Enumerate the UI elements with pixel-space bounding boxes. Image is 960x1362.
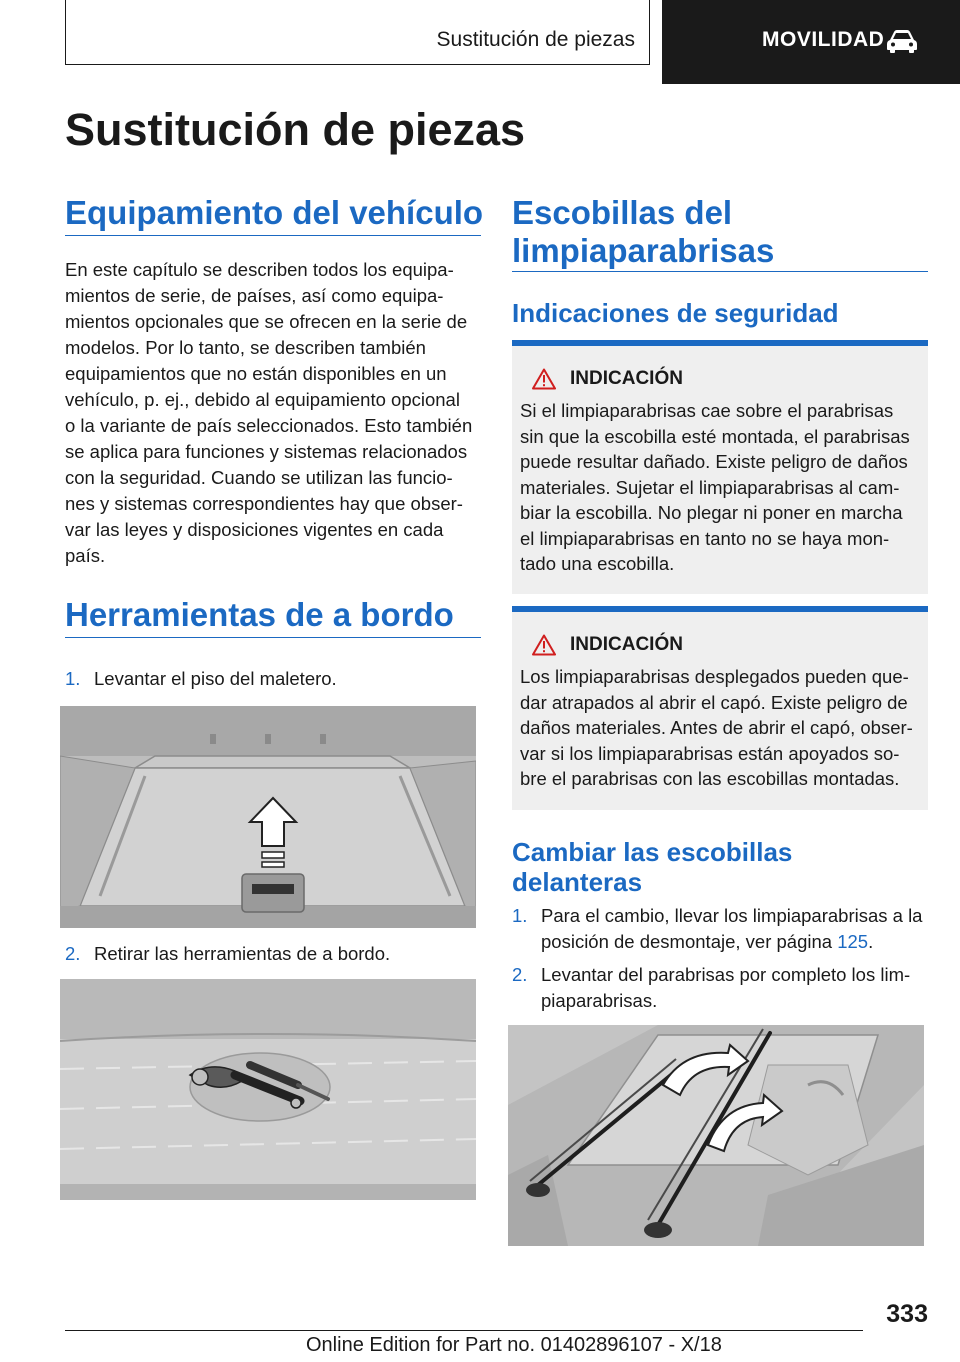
footer-rule bbox=[65, 1330, 863, 1331]
note-title: INDICACIÓN bbox=[570, 634, 683, 655]
text-line: mientos opcionales que se ofrecen en la serie de bbox=[65, 311, 468, 332]
page-title: Sustitución de piezas bbox=[65, 104, 526, 155]
header-chapter-tab[interactable] bbox=[662, 0, 960, 84]
onboard-tools-illustration bbox=[60, 979, 476, 1200]
text-line: Levantar del parabrisas por completo los lim- bbox=[541, 964, 911, 985]
text-line: Para el cambio, llevar los limpiaparabrisas a la bbox=[541, 905, 923, 926]
header-right-divider bbox=[649, 0, 650, 65]
heading-equipamiento: Equipamiento del vehículo bbox=[65, 194, 484, 231]
text-line: equipamientos que no están disponibles en un bbox=[65, 363, 447, 384]
heading-seguridad: Indicaciones de seguridad bbox=[512, 298, 839, 328]
step-text: Levantar el piso del maletero. bbox=[94, 668, 337, 689]
text-line: Los limpiaparabrisas desplegados pueden que- bbox=[520, 666, 909, 687]
note-box-1 bbox=[512, 340, 928, 594]
herramientas-step-2 bbox=[65, 941, 485, 967]
text-line: se aplica para funciones y sistemas relacionados bbox=[65, 441, 468, 462]
text-line: var si los limpiaparabrisas están apoyados so- bbox=[520, 742, 900, 764]
heading-equipamiento-rule bbox=[65, 235, 481, 236]
text-line: modelos. Por lo tanto, se describen también bbox=[65, 337, 426, 358]
text-line: dar atrapados al abrir el capó. Existe peligro de bbox=[520, 691, 908, 713]
text-segment: . bbox=[868, 931, 874, 952]
text-line: nes y sistemas correspondientes hay que obser- bbox=[65, 493, 463, 514]
heading-cambiar bbox=[512, 837, 932, 897]
text-line: país. bbox=[65, 545, 106, 566]
step-text bbox=[541, 903, 933, 955]
step-number: 2. bbox=[65, 943, 81, 964]
equipamiento-paragraph bbox=[65, 257, 485, 569]
wiper-raise-illustration bbox=[508, 1025, 924, 1246]
warning-triangle-icon bbox=[532, 368, 556, 390]
heading-escobillas bbox=[512, 194, 932, 270]
text-line: var las leyes y disposiciones vigentes en cada bbox=[65, 519, 444, 540]
car-icon bbox=[885, 28, 919, 54]
heading-herramientas-rule bbox=[65, 637, 481, 638]
step-number: 1. bbox=[512, 905, 528, 926]
heading-herramientas: Herramientas de a bordo bbox=[65, 596, 454, 633]
text-line: tado una escobilla. bbox=[520, 553, 675, 574]
note-text bbox=[520, 664, 924, 792]
heading-escobillas-line-1: Escobillas del bbox=[512, 194, 733, 231]
text-line: bre el parabrisas con las escobillas montadas. bbox=[520, 768, 900, 789]
step-number: 2. bbox=[512, 964, 528, 985]
text-line: sin que la escobilla esté montada, el parabrisas bbox=[520, 425, 910, 447]
page-number: 333 bbox=[886, 1300, 928, 1328]
text-line: el limpiaparabrisas en tanto no se haya mon- bbox=[520, 527, 890, 549]
note-title: INDICACIÓN bbox=[570, 368, 683, 389]
text-line: mientos de serie, de países, así como equipa- bbox=[65, 285, 444, 306]
warning-triangle-icon bbox=[532, 634, 556, 656]
text-line: daños materiales. Antes de abrir el capó, obser- bbox=[520, 717, 913, 738]
text-line: Si el limpiaparabrisas cae sobre el parabrisas bbox=[520, 400, 894, 421]
trunk-floor-illustration bbox=[60, 706, 476, 928]
page-reference-link[interactable]: 125 bbox=[837, 931, 869, 952]
header-left-divider bbox=[65, 0, 66, 65]
heading-cambiar-line-1: Cambiar las escobillas bbox=[512, 837, 793, 867]
text-line: En este capítulo se describen todos los equipa- bbox=[65, 259, 454, 280]
text-line: vehículo, p. ej., debido al equipamiento opcional bbox=[65, 389, 460, 410]
step-number: 1. bbox=[65, 668, 81, 689]
text-line: piaparabrisas. bbox=[541, 990, 658, 1011]
text-line: puede resultar dañado. Existe peligro de daños bbox=[520, 451, 908, 472]
text-line bbox=[541, 929, 933, 955]
text-line: con la seguridad. Cuando se utilizan las funcio- bbox=[65, 467, 453, 488]
text-line: materiales. Sujetar el limpiaparabrisas al cam- bbox=[520, 476, 900, 498]
text-segment: posición de desmontaje, ver página bbox=[541, 931, 838, 952]
header-rule bbox=[65, 64, 649, 65]
heading-escobillas-line-2: limpiaparabrisas bbox=[512, 232, 775, 269]
chapter-tab-label: MOVILIDAD bbox=[762, 28, 885, 51]
step-text: Retirar las herramientas de a bordo. bbox=[94, 943, 391, 964]
step-text bbox=[541, 962, 933, 1014]
cambiar-step-1 bbox=[512, 903, 932, 955]
heading-cambiar-line-2: delanteras bbox=[512, 867, 643, 897]
heading-escobillas-rule bbox=[512, 271, 928, 272]
footer-edition-text: Online Edition for Part no. 01402896107 - X/18 bbox=[306, 1334, 722, 1356]
text-line: o la variante de país seleccionados. Esto también bbox=[65, 415, 473, 436]
header-section-title: Sustitución de piezas bbox=[436, 28, 635, 51]
note-text bbox=[520, 398, 924, 577]
herramientas-step-1 bbox=[65, 666, 485, 692]
text-line: biar la escobilla. No plegar ni poner en marcha bbox=[520, 502, 903, 523]
note-box-2 bbox=[512, 606, 928, 810]
cambiar-step-2 bbox=[512, 962, 932, 1014]
